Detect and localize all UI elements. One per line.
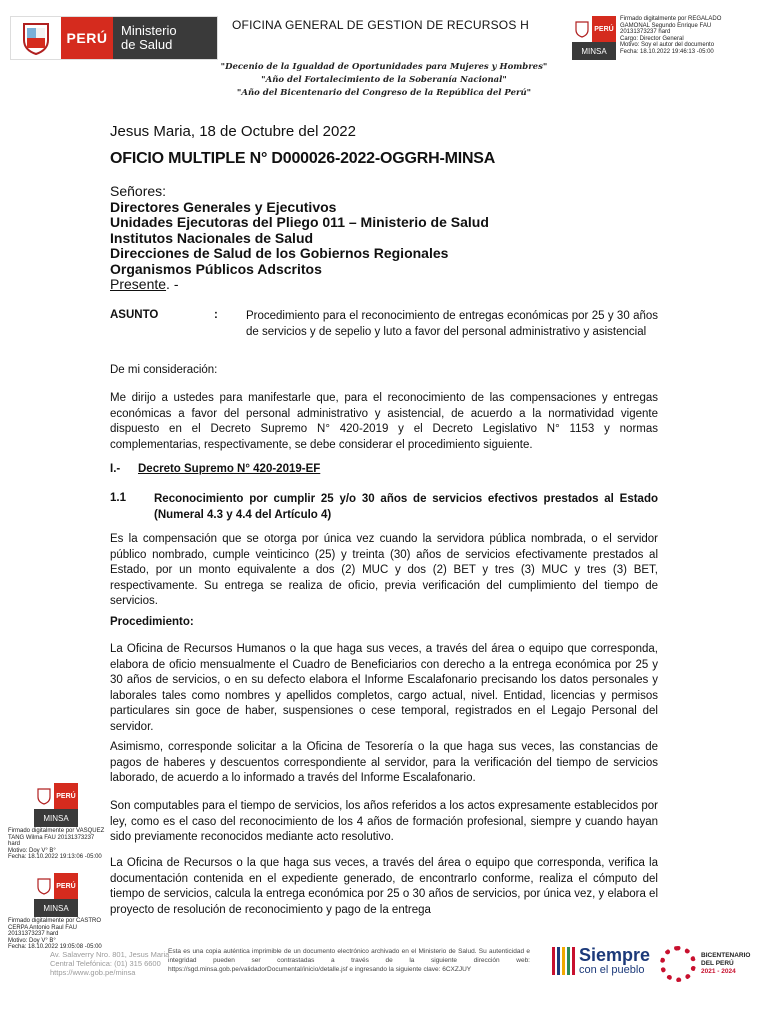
siempre-label: Siempre	[579, 945, 651, 965]
coat-of-arms-icon	[34, 783, 54, 809]
bicentenario-years: 2021 - 2024	[701, 968, 736, 975]
signature-stamp-left-2	[34, 873, 78, 917]
signature-line: hard	[8, 841, 21, 847]
footer-authenticity-note: Esta es una copia auténtica imprimible de un documento electrónico archivado en el Ministerio de Salud. Su autenticidad e integridad pueden ser contrastadas a través de la siguiente dirección web: https://sgd.minsa.gob.pe/validadorDocumental/inicio/detalle.jsf e ingresando la siguiente clave: 6CXZJUY	[168, 948, 530, 973]
procedure-heading: Procedimiento:	[110, 616, 194, 628]
stamp-minsa-label: MINSA	[34, 809, 78, 827]
signature-text-left-1	[8, 828, 104, 861]
coat-of-arms-icon	[572, 16, 592, 42]
salutation: Señores:	[110, 183, 167, 199]
bicentenario-emblem-icon	[660, 946, 696, 982]
coat-of-arms-icon	[34, 873, 54, 899]
signature-stamp-top	[572, 16, 616, 60]
signature-line: Firmado digitalmente por REGALADO	[620, 16, 722, 22]
signature-line: Firmado digitalmente por VASQUEZ	[8, 828, 105, 834]
con-el-pueblo-label: con el pueblo	[579, 964, 645, 976]
body-paragraph: La Oficina de Recursos o la que haga sus veces, a través del área o equipo que corresponda, verifica la documentación contenida en el expediente generado, de encontrarlo conforme, realiza el cómputo del tiempo de servicios, calcula la entrega económica por 25 o 30 años de servicios, por única vez, y elabora el proyecto de resolución de reconocimiento y pago de la entrega	[110, 857, 658, 916]
signature-line: 20131373237 hard	[620, 29, 671, 35]
body-paragraph: La Oficina de Recursos Humanos o la que haga sus veces, a través del área o equipo que corresponda, elabora de oficio mensualmente el Cuadro de Beneficiarios con derecho a la entrega económica por 25 y 30 años de servicios, o en su defecto elabora el Informe Escalafonario precisando los datos personales y laborales tales como nombres y apellidos completos, cargo actual, nivel. Entidad, licencias y permisos particulares sin goce de haber, suspensiones o cese temporal, registrados en el Legajo Personal del servidor.	[110, 643, 658, 733]
signature-line: Fecha: 18.10.2022 19:46:13 -05:00	[620, 48, 714, 55]
signature-line: TANG Wilma FAU 20131373237	[8, 834, 95, 841]
bicentenario-logo	[660, 946, 750, 982]
motto-line: "Año del Fortalecimiento de la Soberanía Nacional"	[261, 75, 507, 85]
recipient-line: Institutos Nacionales de Salud	[110, 229, 314, 246]
asunto-label: ASUNTO	[110, 309, 159, 321]
recipient-line: Directores Generales y Ejecutivos	[110, 198, 337, 215]
letter-date: Jesus Maria, 18 de Octubre del 2022	[110, 123, 356, 140]
signature-line: Fecha: 18.10.2022 19:05:08 -05:00	[8, 944, 102, 950]
footer-website-link[interactable]: https://www.gob.pe/minsa	[50, 968, 136, 977]
motto-line: "Decenio de la Igualdad de Oportunidades para Mujeres y Hombres"	[220, 62, 548, 72]
asunto-text: Procedimiento para el reconocimiento de entregas económicas por 25 y 30 años de servicios y de sepelio y luto a favor del personal administrativo y asistencial	[246, 310, 658, 338]
bicentenario-line2: DEL PERÚ	[701, 960, 734, 967]
recipient-line: Direcciones de Salud de los Gobiernos Regionales	[110, 245, 449, 261]
signature-line: Cargo: Director General	[620, 35, 684, 42]
motto-line: "Año del Bicentenario del Congreso de la República del Perú"	[236, 88, 532, 98]
subsection-title: Reconocimiento por cumplir 25 y/o 30 años de servicios efectivos prestados al Estado (Numeral 4.3 y 4.4 del Artículo 4)	[154, 493, 658, 521]
stamp-peru-label: PERÚ	[54, 783, 78, 809]
signature-line: GAMONAL Segundo Enrique FAU	[620, 22, 712, 29]
stamp-peru-label: PERÚ	[54, 873, 78, 899]
logo-ministerio-label	[113, 17, 217, 59]
signature-line: Motivo: Doy V° B°	[8, 937, 56, 944]
intro-paragraph: Me dirijo a ustedes para manifestarle que, para el reconocimiento de las compensaciones y entregas económicas a favor del personal administrativo y asistencial, de acuerdo a la normatividad vigente dispuesto en el Decreto Supremo N° 420-2019 y el Decreto Legislativo N° 1153 y normas complementarias, respectivamente, se debe considerar el procedimiento siguiente.	[110, 392, 658, 451]
signature-line: Firmado digitalmente por CASTRO	[8, 918, 102, 924]
footer-address-line: Central Telefónica: (01) 315 6600	[50, 959, 161, 968]
logo-peru-label: PERÚ	[61, 17, 113, 59]
signature-line: Motivo: Soy el autor del documento	[620, 42, 715, 48]
recipient-line: Unidades Ejecutoras del Pliego 011 – Ministerio de Salud	[110, 214, 489, 230]
body-paragraph: Es la compensación que se otorga por única vez cuando la servidora pública nombrada, o el servidor público nombrado, cumple veinticinco (25) y treinta (30) años de servicios efectivamente prestados al Estado, por un monto equivalente a dos (2) MUC y dos (2) BET y tres (3) MUC y tres (3) BET, respectivamente. Su entrega se realiza de oficio, previa verificación del cumplimiento del tiempo de servicios.	[110, 533, 658, 607]
presente-line	[110, 277, 489, 293]
presente-suffix: . -	[166, 276, 179, 292]
stamp-peru-label: PERÚ	[592, 16, 616, 42]
logo-ministerio-line1: Ministerio	[121, 23, 177, 38]
footer-address-line: Av. Salaverry Nro. 801, Jesus Maria	[50, 950, 170, 959]
logo-ministerio-line2: de Salud	[121, 37, 173, 52]
asunto-colon: :	[214, 309, 218, 321]
signature-text-top	[620, 16, 721, 55]
body-paragraph: Asimismo, corresponde solicitar a la Oficina de Tesorería o la que haga sus veces, las constancias de pagos de haberes y descuentos correspondiente al servidor, para la verificación del tiempo de servicios laborado, de acuerdo a lo informado a través del Informe Escalafonario.	[110, 741, 658, 784]
stamp-minsa-label: MINSA	[34, 899, 78, 917]
signature-line: Motivo: Doy V° B°	[8, 847, 56, 854]
signature-stamp-left-1	[34, 783, 78, 827]
section-number: I.-	[110, 463, 121, 475]
greeting: De mi consideración:	[110, 364, 218, 376]
signature-line: 20131373237 hard	[8, 931, 59, 937]
signature-text-left-2	[8, 918, 102, 951]
signature-line: CERPA Antonio Raul FAU	[8, 924, 77, 931]
section-title: Decreto Supremo N° 420-2019-EF	[138, 463, 321, 475]
office-name: OFICINA GENERAL DE GESTION DE RECURSOS H	[232, 18, 529, 32]
coat-of-arms-icon	[11, 17, 61, 59]
subsection-number: 1.1	[110, 492, 126, 504]
stamp-minsa-label: MINSA	[572, 42, 616, 60]
body-paragraph: Son computables para el tiempo de servicios, los años referidos a los actos expresamente establecidos por ley, como es el caso del reconocimiento de los 4 años de formación profesional, siempre y cuando hayan sido previamente reconocidos mediante acto resolutivo.	[110, 800, 658, 843]
presente-word: Presente	[110, 276, 167, 292]
addressee-block	[110, 184, 489, 293]
footer-address	[50, 950, 169, 977]
ministerio-logo	[10, 16, 218, 60]
oficio-number: OFICIO MULTIPLE N° D000026-2022-OGGRH-MINSA	[110, 150, 496, 167]
signature-line: Fecha: 18.10.2022 19:13:06 -05:00	[8, 854, 102, 860]
logo-bars-icon	[552, 947, 575, 975]
recipient-line: Organismos Públicos Adscritos	[110, 260, 322, 277]
bicentenario-line1: BICENTENARIO	[701, 952, 751, 959]
siempre-con-el-pueblo-logo	[552, 946, 650, 976]
